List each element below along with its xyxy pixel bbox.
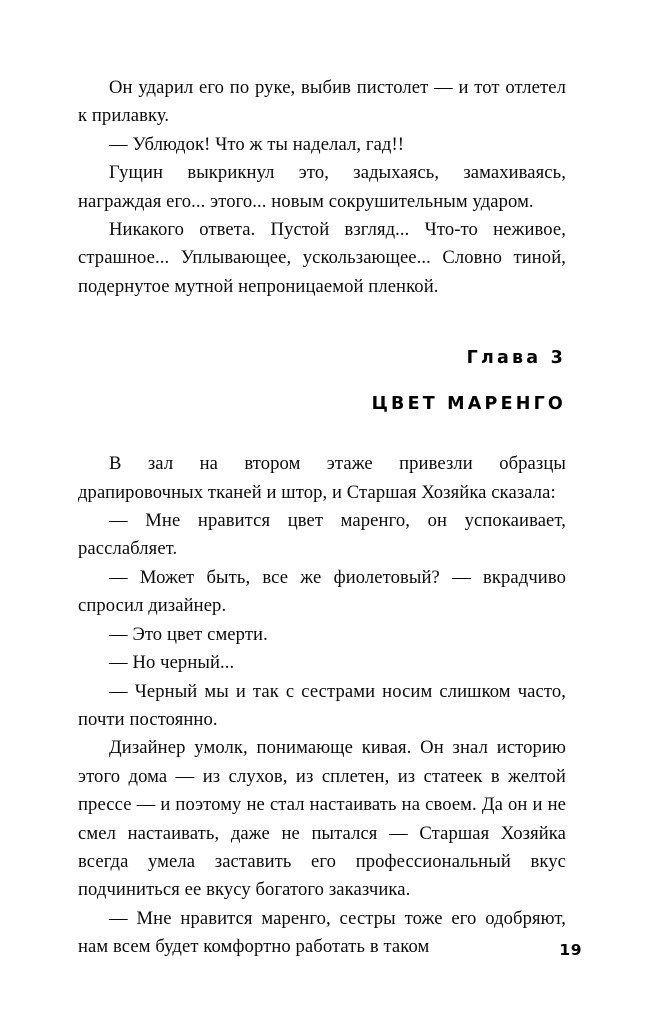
paragraph: Он ударил его по руке, выбив пистолет — и тот отлетел к прилавку. (78, 77, 566, 127)
page-number: 19 (559, 941, 582, 959)
chapter-heading (78, 348, 566, 414)
paragraph: Дизайнер умолк, понимающе кивая. Он знал историю этого дома — из слухов, из сплетен, из статеек в желтой прессе — и поэтому не стал настаивать на своем. Да он и не смел настаивать, даже не пытался — Старшая Хозяйка всегда умела заставить его профессиональный вкус подчиниться ее вкусу богатого заказчика. (78, 737, 566, 901)
paragraph: Гущин выкрикнул это, задыхаясь, замахиваясь, награждая его... этого... новым сокрушительным ударом. (78, 162, 566, 212)
paragraph: — Черный мы и так с сестрами носим слишком часто, почти постоянно. (78, 680, 566, 730)
paragraph: — Ублюдок! Что ж ты наделал, гад!! (109, 133, 405, 155)
paragraph: — Мне нравится цвет маренго, он успокаивает, расслабляет. (78, 510, 566, 560)
chapter-number: Глава 3 (466, 348, 566, 369)
chapter-title: ЦВЕТ МАРЕНГО (371, 394, 566, 415)
page-content (78, 74, 566, 962)
paragraph: — Это цвет смерти. (109, 623, 268, 645)
paragraph: Никакого ответа. Пустой взгляд... Что-то неживое, страшное... Уплывающее, ускользающее... Словно тиной, подернутое мутной непроницаемой пленкой. (78, 219, 566, 297)
paragraph: — Но черный... (109, 652, 235, 674)
paragraph: В зал на втором этаже привезли образцы драпировочных тканей и штор, и Старшая Хозяйка сказала: (78, 453, 566, 503)
chapter-body (78, 450, 566, 961)
paragraph: — Может быть, все же фиолетовый? — вкрадчиво спросил дизайнер. (78, 566, 566, 617)
paragraph: — Мне нравится маренго, сестры тоже его одобряют, нам всем будет комфортно работать в таком (78, 907, 566, 958)
